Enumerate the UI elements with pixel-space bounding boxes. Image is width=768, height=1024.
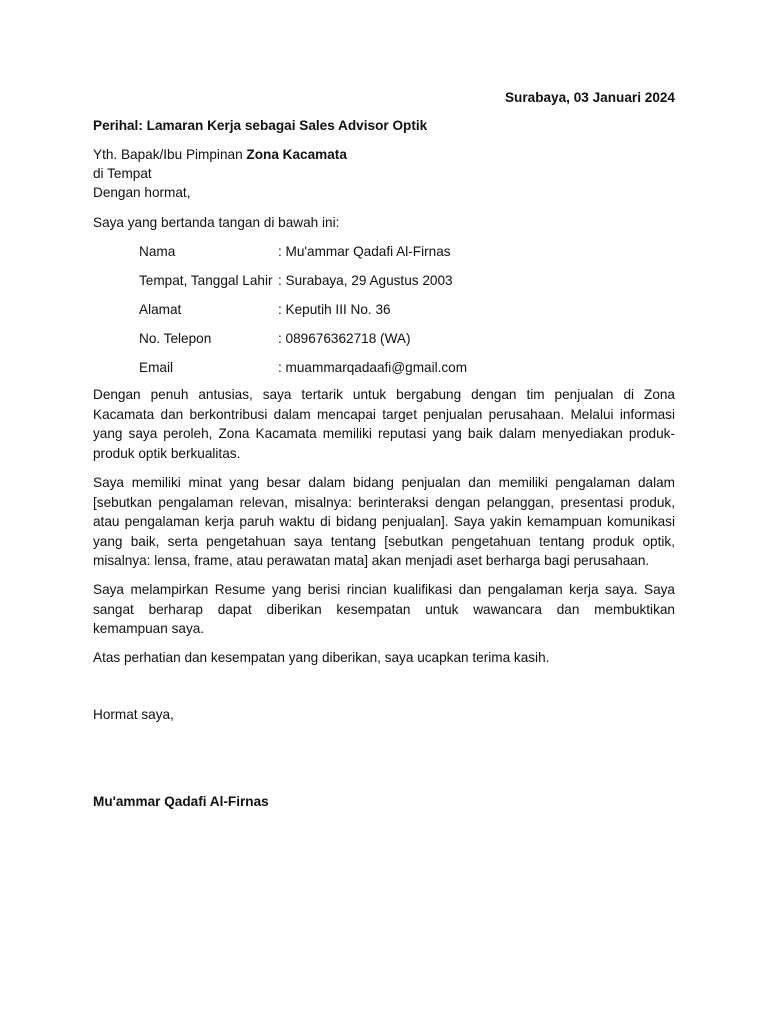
closing: Hormat saya, — [93, 707, 174, 722]
paragraph-line: Saya memiliki minat yang besar dalam bidang penjualan dan memiliki pengalaman dalam — [93, 475, 675, 490]
paragraph-experience — [93, 473, 675, 571]
field-label: Tempat, Tanggal Lahir — [139, 273, 273, 288]
paragraph-line: [sebutkan pengalaman relevan, misalnya: berinteraksi dengan pelanggan, presentasi produk, — [93, 494, 675, 510]
paragraph-line: Kacamata dan berkontribusi dalam mencapai target penjualan perusahaan. Melalui informasi — [93, 406, 675, 422]
paragraph-line: yang baik, serta pengetahuan saya tentang [sebutkan pengetahuan tentang produk optik, — [93, 533, 675, 549]
field-row-phone — [139, 329, 411, 348]
intro-line: Saya yang bertanda tangan di bawah ini: — [93, 215, 340, 230]
field-value: : Mu'ammar Qadafi Al-Firnas — [278, 244, 451, 259]
field-row-name — [139, 242, 451, 261]
paragraph-thanks: Atas perhatian dan kesempatan yang diberikan, saya ucapkan terima kasih. — [93, 650, 550, 665]
field-label: Nama — [139, 244, 176, 259]
field-label: No. Telepon — [139, 331, 212, 346]
greeting: Dengan hormat, — [93, 185, 191, 200]
field-label: Alamat — [139, 302, 182, 317]
paragraph-line: atau pengalaman kerja paruh waktu di bidang penjualan]. Saya yakin kemampuan komunikasi — [93, 514, 675, 529]
signature-name: Mu'ammar Qadafi Al-Firnas — [93, 794, 269, 809]
recipient-company: Zona Kacamata — [246, 147, 347, 162]
field-row-address — [139, 300, 391, 319]
recipient-line — [93, 145, 347, 164]
paragraph-line: kemampuan saya. — [93, 621, 205, 636]
recipient-place: di Tempat — [93, 166, 152, 181]
paragraph-line: Saya melampirkan Resume yang berisi rincian kualifikasi dan pengalaman kerja saya. Saya — [93, 582, 675, 597]
paragraph-resume — [93, 580, 675, 639]
field-row-email — [139, 358, 467, 377]
paragraph-interest — [93, 385, 675, 463]
subject-line: Perihal: Lamaran Kerja sebagai Sales Advisor Optik — [93, 118, 428, 133]
field-value: : Keputih III No. 36 — [278, 302, 391, 317]
paragraph-line: misalnya: lensa, frame, atau perawatan mata] akan menjadi aset berharga bagi perusahaan. — [93, 553, 650, 568]
field-value: : muammarqadaafi@gmail.com — [278, 360, 468, 375]
paragraph-line: produk optik berkualitas. — [93, 445, 241, 461]
place-date: Surabaya, 03 Januari 2024 — [504, 90, 675, 105]
field-value: : Surabaya, 29 Agustus 2003 — [278, 273, 453, 288]
paragraph-line: sangat berharap dapat diberikan kesempatan untuk wawancara dan membuktikan — [93, 601, 675, 617]
paragraph-line: yang saya peroleh, Zona Kacamata memiliki reputasi yang baik dalam menyediakan produk- — [93, 426, 675, 441]
field-label: Email — [139, 360, 173, 375]
field-row-birth — [139, 271, 453, 290]
paragraph-line: Dengan penuh antusias, saya tertarik untuk bergabung dengan tim penjualan di Zona — [93, 387, 675, 402]
recipient-prefix: Yth. Bapak/Ibu Pimpinan — [93, 147, 247, 162]
field-value: : 089676362718 (WA) — [278, 331, 411, 346]
